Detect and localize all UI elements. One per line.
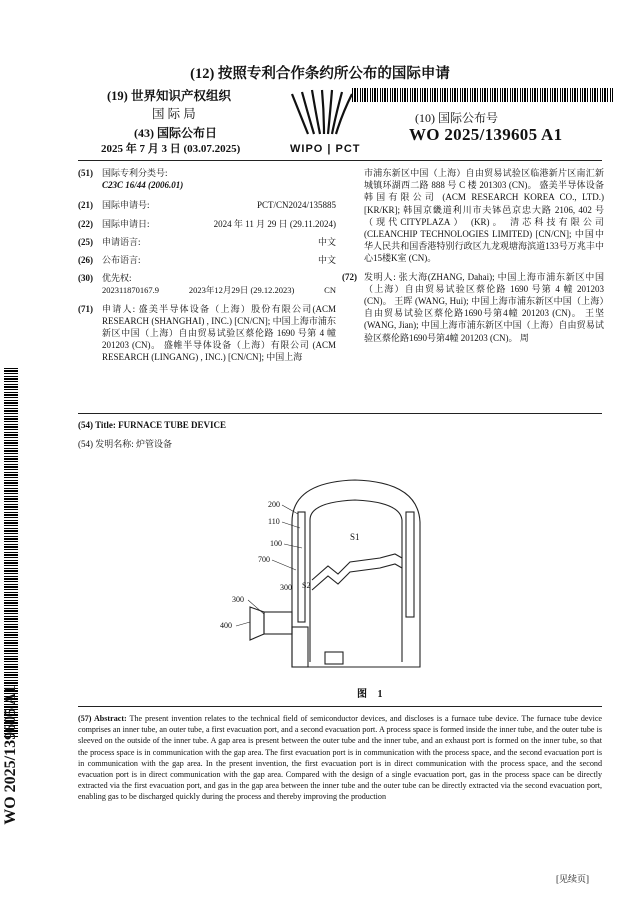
side-publication-number: WO 2025/139605 A1 <box>2 685 19 825</box>
publication-number: WO 2025/139605 A1 <box>409 125 563 144</box>
abstract-text: The present invention relates to the technical field of semiconductor devices, and discloses is a furnace tube device. The furnace tube device comprises an inner tube, an outer tube, a first evacuation port, and a second evacuation port. A process space is formed inside the inner tube, and the outer tube is sleeved on the outside of the inner tube. A gap area is present between the outer tube and the inner tube, and an exhaust port is formed on the inner tube, so that the process space is in communication with the gap area. The first evacuation port is in communication with the process space, and the second evacuation port is in communication with the gap area. In the present invention, the first evacuation port is in direct communication with the process space, and the second evacuation port is in direct communication with the gap area. Compared with the design of a single evacuation port, gas in the process space can be directly extracted via the first evacuation port, and gas in the gap area between the inner tube and the outer tube can be directly extracted via the second evacuation port, enabling gas to be discharged quickly during the process and thereby improving the production <box>78 714 603 802</box>
field-number: (72) <box>342 271 357 282</box>
field-value: 中文 <box>317 255 336 266</box>
bibliographic-left <box>78 167 336 364</box>
left-wall-shape <box>298 512 305 622</box>
field-value: C23C 16/44 (2006.01) <box>102 180 184 191</box>
label-300-lower: 300 <box>232 595 244 604</box>
pubdate-block <box>134 124 217 141</box>
org-block <box>107 86 231 122</box>
field-number: (71) <box>78 303 93 314</box>
gas-path-upper <box>312 554 402 580</box>
inventors-text: 发明人: 张大海(ZHANG, Dahai); 中国上海市浦东新区中国（上海）自由贸易试验区蔡伦路 1690 号第 4 幢 201203 (CN)。 王晖 (WANG, Hui); 中国上海市浦东新区中国（上海）自由贸易试验区蔡伦路1690号第4幢 201203 (CN)。 王坚(WANG, Jian); 中国上海市浦东新区中国（上海）自由贸易试验区蔡伦路1690号第4幢 201203 (CN)。 周 <box>364 271 604 343</box>
title-rule <box>78 413 602 414</box>
label-100: 100 <box>270 539 282 548</box>
abstract-rule <box>78 706 602 707</box>
priority-number: 202311870167.9 <box>102 285 160 296</box>
figure-1 <box>220 462 460 692</box>
org-name: 世界知识产权组织 <box>130 89 231 103</box>
pubdate-value: 2025 年 7 月 3 日 (03.07.2025) <box>101 143 241 155</box>
field-value: PCT/CN2024/135885 <box>256 200 336 211</box>
applicants-continued: 市浦东新区中国（上海）自由贸易试验区临港新片区南汇新城镇环湖西二路 888 号 C 楼 201303 (CN)。 盛美半导体设备韩国有限公司 (ACM RESEARCH KOREA CO., LTD.) [KR/KR]; 韩国京畿道利川市夫钵邑京忠大路 2106, 402 号（现代CITYPLAZA） (KR)。 清芯科技有限公司 (CLEANCHIP TECHNOLOGIES LIMITED) [CN/CN]; 中国中华人民共和国香港特别行政区九龙观塘海滨道133号万兆丰中心15楼K室 (CN)。 <box>364 168 604 264</box>
right-wall-shape <box>406 512 414 617</box>
label-200: 200 <box>268 500 280 509</box>
field-label: 优先权: <box>102 273 132 284</box>
title-chinese: (54) 发明名称: 炉管设备 <box>78 439 172 449</box>
wipo-pct-label: WIPO | PCT <box>290 143 361 155</box>
field-label: 公布语言: <box>102 255 141 266</box>
field-21 <box>78 199 336 211</box>
priority-date: 2023年12月29日 (29.12.2023) <box>188 285 295 296</box>
org-code: (19) <box>107 89 128 103</box>
field-value: 2024 年 11 月 29 日 (29.11.2024) <box>213 218 336 229</box>
abstract-block <box>78 713 602 803</box>
label-s1: S1 <box>350 532 360 542</box>
label-700: 700 <box>258 555 270 564</box>
field-26 <box>78 254 336 266</box>
inner-tube-shape <box>310 500 402 662</box>
pubdate-label: 国际公布日 <box>157 126 218 140</box>
label-400: 400 <box>220 621 232 630</box>
field-label: 国际专利分类号: <box>102 168 168 178</box>
pubdate-code: (43) <box>134 126 154 140</box>
pubno-label: (10) 国际公布号 <box>415 111 498 125</box>
figure-caption: 图 1 <box>357 689 387 700</box>
label-110: 110 <box>268 517 280 526</box>
header-rule <box>78 160 602 161</box>
field-51 <box>78 167 336 191</box>
field-label: 国际申请日: <box>102 218 150 229</box>
field-number: (30) <box>78 273 93 284</box>
document-title: (12) 按照专利合作条约所公布的国际申请 <box>190 66 450 82</box>
field-72 <box>342 271 604 344</box>
continued-notice: [见续页] <box>556 874 589 884</box>
top-barcode <box>352 88 614 102</box>
abstract-label: (57) Abstract: <box>78 714 127 723</box>
field-value: 中文 <box>317 236 336 247</box>
field-number: (26) <box>78 255 93 266</box>
field-label: 申请语言: <box>102 236 141 247</box>
applicants-text: 申请人: 盛美半导体设备（上海）股份有限公司(ACM RESEARCH (SHANGHAI) , INC.) [CN/CN]; 中国上海市浦东新区中国（上海）自由贸易试验区蔡伦路 1690 号第 4 幢 201203 (CN)。 盛帷半导体设备（上海）有限公司 (ACM RESEARCH (LINGANG) , INC.) [CN/CN]; 中国上海 <box>102 303 336 363</box>
label-s2: S2 <box>302 581 311 590</box>
outer-tube-shape <box>292 480 420 667</box>
bottom-fitting-shape <box>292 627 308 667</box>
exhaust-port-shape <box>264 612 292 634</box>
title-english: (54) Title: FURNACE TUBE DEVICE <box>78 420 227 430</box>
field-22 <box>78 218 336 230</box>
field-number: (21) <box>78 200 93 211</box>
field-number: (22) <box>78 218 93 229</box>
field-number: (51) <box>78 168 93 178</box>
priority-country: CN <box>324 285 336 296</box>
wipo-logo-icon <box>278 88 370 140</box>
bottom-port-shape <box>325 652 343 664</box>
org-bureau: 国 际 局 <box>152 107 196 121</box>
field-71 <box>78 303 336 364</box>
field-25 <box>78 236 336 248</box>
label-300-upper: 300 <box>280 583 292 592</box>
field-label: 国际申请号: <box>102 200 150 211</box>
field-30 <box>78 272 336 296</box>
field-number: (25) <box>78 236 93 247</box>
bibliographic-right <box>342 167 604 344</box>
